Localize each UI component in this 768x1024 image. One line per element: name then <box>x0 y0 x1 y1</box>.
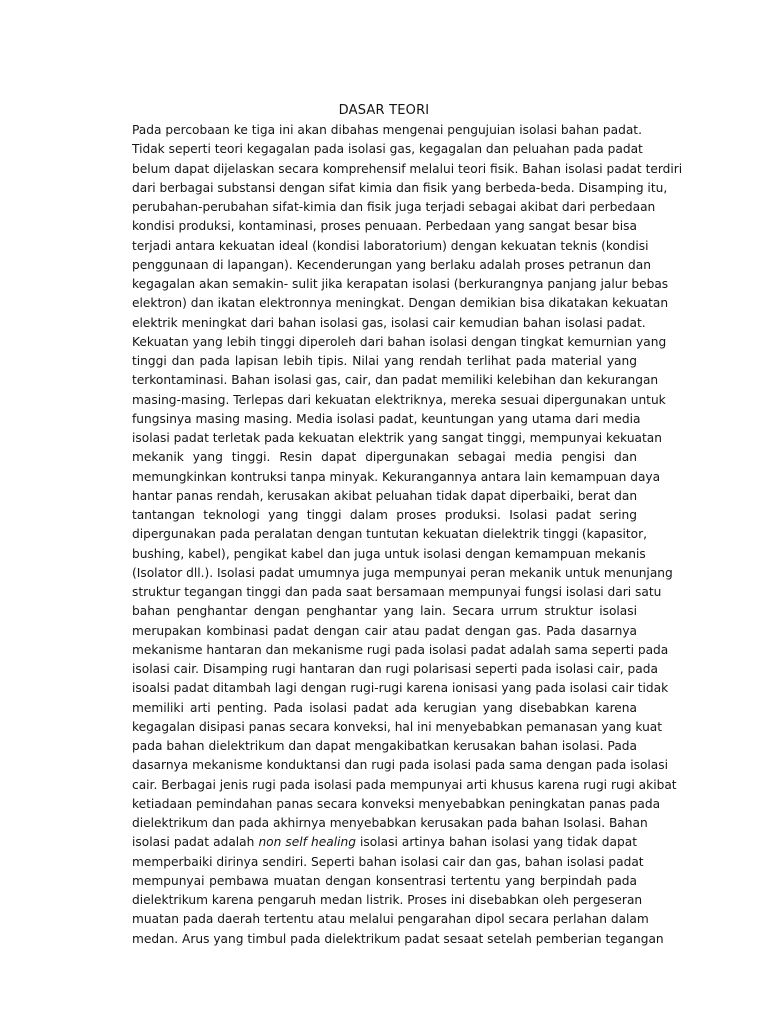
text-line: hantar panas rendah, kerusakan akibat peluahan tidak dapat diperbaiki, berat dan <box>132 488 638 503</box>
text-line: muatan pada daerah tertentu atau melalui pengarahan dipol secara perlahan dalam <box>132 912 649 927</box>
text-segment: isolasi padat adalah <box>132 835 259 850</box>
text-line: medan. Arus yang timbul pada dielektrikum padat sesaat setelah pemberian tegangan <box>132 931 664 946</box>
text-line: mempunyai pembawa muatan dengan konsentrasi tertentu yang berpindah pada <box>132 873 637 888</box>
italic-term: non self healing <box>258 835 356 850</box>
text-line: mekanisme hantaran dan mekanisme rugi pada isolasi padat adalah sama seperti pada <box>132 642 669 657</box>
text-line: dipergunakan pada peralatan dengan tuntutan kekuatan dielektrik tinggi (kapasitor, <box>132 527 648 542</box>
text-line: kondisi produksi, kontaminasi, proses penuaan. Perbedaan yang sangat besar bisa <box>132 219 637 234</box>
text-line: dasarnya mekanisme konduktansi dan rugi pada isolasi pada sama dengan pada isolasi <box>132 758 669 773</box>
text-line: Tidak seperti teori kegagalan pada isolasi gas, kegagalan dan peluahan pada padat <box>132 142 643 157</box>
text-line: memperbaiki dirinya sendiri. Seperti bahan isolasi cair dan gas, bahan isolasi padat <box>132 854 644 869</box>
text-line: cair. Berbagai jenis rugi pada isolasi pada mempunyai arti khusus karena rugi rugi akibat <box>132 777 677 792</box>
text-line: isoalsi padat ditambah lagi dengan rugi-rugi karena ionisasi yang pada isolasi cair tidak <box>132 681 669 696</box>
text-line: bushing, kabel), pengikat kabel dan juga untuk isolasi dengan kemampuan mekanis <box>132 546 646 561</box>
text-line: bahan penghantar dengan penghantar yang lain. Secara urrum struktur isolasi <box>132 604 637 619</box>
text-line-with-italic <box>132 833 637 852</box>
text-line: dari berbagai substansi dengan sifat kimia dan fisik yang berbeda-beda. Disamping itu, <box>132 180 668 195</box>
text-line: isolasi padat terletak pada kekuatan elektrik yang sangat tinggi, mempunyai kekuatan <box>132 431 662 445</box>
text-line: perubahan-perubahan sifat-kimia dan fisik juga terjadi sebagai akibat dari perbedaan <box>132 200 656 214</box>
text-line: terjadi antara kekuatan ideal (kondisi laboratorium) dengan kekuatan teknis (kondisi <box>132 238 649 253</box>
text-line: terkontaminasi. Bahan isolasi gas, cair, dan padat memiliki kelebihan dan kekurangan <box>132 373 659 388</box>
text-segment: isolasi artinya bahan isolasi yang tidak dapat <box>355 835 637 850</box>
text-line: kegagalan akan semakin- sulit jika kerapatan isolasi (berkurangnya panjang jalur bebas <box>132 277 669 291</box>
text-line: tinggi dan pada lapisan lebih tipis. Nilai yang rendah terlihat pada material yang <box>132 354 637 368</box>
text-line: Kekuatan yang lebih tinggi diperoleh dari bahan isolasi dengan tingkat kemurnian yang <box>132 334 667 349</box>
text-line: dielektrikum dan pada akhirnya menyebabkan kerusakan pada bahan Isolasi. Bahan <box>132 816 648 830</box>
text-line: ketiadaan pemindahan panas secara konveksi menyebabkan peningkatan panas pada <box>132 796 661 811</box>
text-line: (Isolator dll.). Isolasi padat umumnya juga mempunyai peran mekanik untuk menunjang <box>132 565 673 580</box>
text-line: tantangan teknologi yang tinggi dalam proses produksi. Isolasi padat sering <box>132 508 637 522</box>
text-line: mekanik yang tinggi. Resin dapat dipergunakan sebagai media pengisi dan <box>132 450 637 465</box>
document-title: DASAR TEORI <box>338 103 430 118</box>
text-line: elektrik meningkat dari bahan isolasi gas, isolasi cair kemudian bahan isolasi padat. <box>132 315 646 330</box>
text-line: memungkinkan kontruksi tanpa minyak. Kekurangannya antara lain kemampuan daya <box>132 469 661 484</box>
text-line: fungsinya masing masing. Media isolasi padat, keuntungan yang utama dari media <box>132 411 641 426</box>
text-line: belum dapat dijelaskan secara komprehensif melalui teori fisik. Bahan isolasi padat terdiri <box>132 161 683 176</box>
text-line: merupakan kombinasi padat dengan cair atau padat dengan gas. Pada dasarnya <box>132 623 637 638</box>
text-line: kegagalan disipasi panas secara konveksi, hal ini menyebabkan pemanasan yang kuat <box>132 719 663 734</box>
document-body <box>132 121 683 949</box>
text-line: masing-masing. Terlepas dari kekuatan elektriknya, mereka sesuai dipergunakan untuk <box>132 392 666 407</box>
text-line: elektron) dan ikatan elektronnya meningkat. Dengan demikian bisa dikatakan kekuatan <box>132 296 669 311</box>
text-line: dielektrikum karena pengaruh medan listrik. Proses ini disebabkan oleh pergeseran <box>132 893 643 907</box>
text-line: isolasi cair. Disamping rugi hantaran dan rugi polarisasi seperti pada isolasi cair, pada <box>132 662 658 676</box>
text-line: memiliki arti penting. Pada isolasi padat ada kerugian yang disebabkan karena <box>132 700 637 715</box>
text-line: struktur tegangan tinggi dan pada saat bersamaan mempunyai fungsi isolasi dari satu <box>132 585 662 599</box>
text-line: Pada percobaan ke tiga ini akan dibahas mengenai pengujuian isolasi bahan padat. <box>132 123 642 137</box>
text-line: pada bahan dielektrikum dan dapat mengakibatkan kerusakan bahan isolasi. Pada <box>132 739 637 753</box>
text-line: penggunaan di lapangan). Kecenderungan yang berlaku adalah proses petranun dan <box>132 257 651 272</box>
